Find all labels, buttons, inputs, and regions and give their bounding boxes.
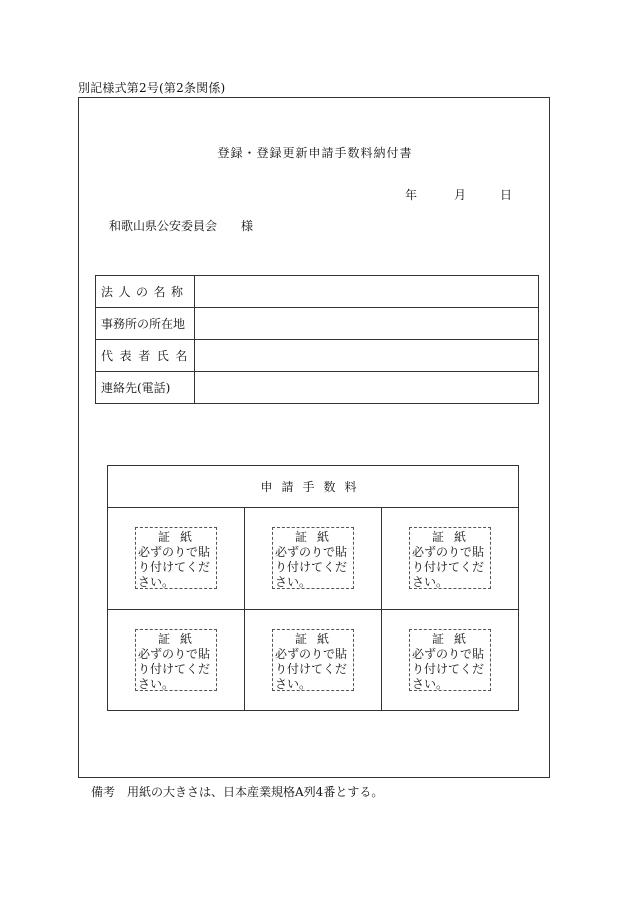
form-number-label: 別記様式第2号(第2条関係) — [78, 81, 226, 95]
contact-phone-field[interactable] — [195, 372, 539, 404]
stamp-title: 証紙 — [157, 530, 202, 544]
revenue-stamp-area[interactable] — [272, 527, 354, 589]
table-row — [96, 308, 539, 340]
stamp-instruction: 必ずのりで貼り付けてください。 — [275, 647, 348, 691]
corporation-name-field[interactable] — [195, 276, 539, 308]
revenue-stamp-area[interactable] — [272, 629, 354, 691]
office-address-field[interactable] — [195, 308, 539, 340]
stamp-cell — [382, 508, 518, 610]
stamp-instruction: 必ずのりで貼り付けてください。 — [412, 545, 485, 589]
stamp-instruction: 必ずのりで貼り付けてください。 — [138, 647, 211, 691]
representative-name-field[interactable] — [195, 340, 539, 372]
fee-header: 申請手数料 — [108, 466, 518, 508]
stamp-cell — [245, 508, 382, 610]
corporation-name-label: 法人の名称 — [96, 276, 195, 308]
stamp-title: 証紙 — [157, 632, 202, 646]
addressee-honorific: 様 — [241, 219, 254, 233]
date-month-label: 月 — [454, 188, 467, 202]
stamp-instruction: 必ずのりで貼り付けてください。 — [138, 545, 211, 589]
stamp-instruction: 必ずのりで貼り付けてください。 — [412, 647, 485, 691]
stamp-title: 証紙 — [431, 530, 476, 544]
remarks-note — [91, 783, 383, 800]
date-day-label: 日 — [500, 188, 513, 202]
stamp-cell — [245, 610, 382, 710]
addressee — [109, 217, 253, 234]
revenue-stamp-area[interactable] — [409, 527, 491, 589]
office-address-label: 事務所の所在地 — [96, 308, 195, 340]
table-row — [96, 276, 539, 308]
fee-stamp-table — [107, 465, 519, 711]
addressee-name: 和歌山県公安委員会 — [109, 219, 218, 233]
applicant-info-table — [95, 275, 539, 404]
revenue-stamp-area[interactable] — [409, 629, 491, 691]
stamp-cell — [108, 610, 245, 710]
document-title: 登録・登録更新申請手数料納付書 — [217, 146, 413, 160]
stamp-cell — [382, 610, 518, 710]
representative-name-label: 代表者氏名 — [96, 340, 195, 372]
remarks-label: 備考 — [91, 785, 116, 799]
stamp-title: 証紙 — [294, 530, 339, 544]
date-year-label: 年 — [405, 188, 418, 202]
revenue-stamp-area[interactable] — [135, 527, 217, 589]
table-row — [96, 372, 539, 404]
stamp-title: 証紙 — [431, 632, 476, 646]
remarks-text: 用紙の大きさは、日本産業規格A列4番とする。 — [127, 785, 384, 799]
revenue-stamp-area[interactable] — [135, 629, 217, 691]
stamp-instruction: 必ずのりで貼り付けてください。 — [275, 545, 348, 589]
contact-phone-label: 連絡先(電話) — [96, 372, 195, 404]
stamp-cell — [108, 508, 245, 610]
table-row — [96, 340, 539, 372]
stamp-title: 証紙 — [294, 632, 339, 646]
